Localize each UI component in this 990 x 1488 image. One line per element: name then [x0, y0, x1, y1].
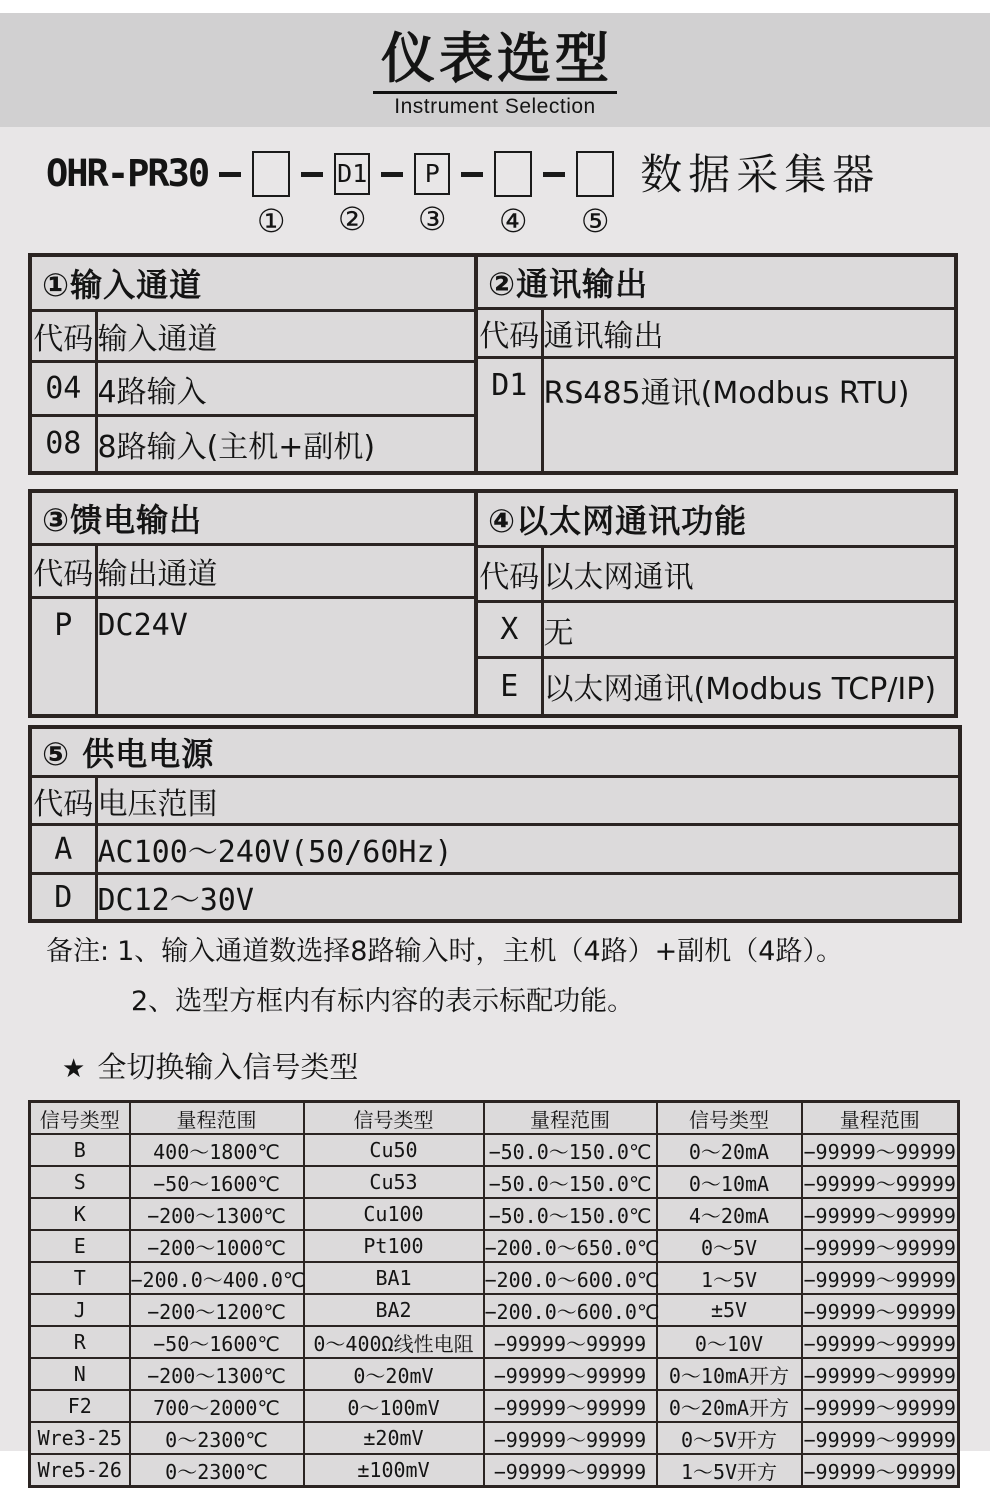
signal-cell: −99999～99999 — [802, 1262, 959, 1294]
code-cell: D1 — [476, 358, 542, 474]
signal-cell: Cu53 — [304, 1166, 484, 1198]
document-page — [0, 13, 990, 1484]
signal-cell: 0～10mA开方 — [657, 1358, 802, 1390]
signal-section-heading — [62, 1045, 990, 1086]
signal-cell: −99999～99999 — [802, 1454, 959, 1487]
table-ethernet — [474, 489, 958, 718]
signal-cell: ±100mV — [304, 1454, 484, 1487]
section-title: ③馈电输出 — [30, 491, 476, 545]
col-header-code: 代码 — [30, 545, 96, 598]
section-title: ④以太网通讯功能 — [476, 491, 956, 547]
signal-cell: −200.0～600.0℃ — [484, 1294, 657, 1326]
model-segment-1 — [252, 151, 290, 239]
star-icon: ★ — [62, 1054, 86, 1084]
signal-cell: 0～20mA开方 — [657, 1390, 802, 1422]
signal-table-row — [30, 1134, 959, 1166]
signal-cell: R — [30, 1326, 130, 1358]
signal-cell: 0～5V开方 — [657, 1422, 802, 1454]
title-band — [0, 13, 990, 127]
signal-table-row — [30, 1262, 959, 1294]
signal-cell: B — [30, 1134, 130, 1166]
model-box-2: D1 — [334, 153, 370, 195]
model-box-1-number: ① — [256, 202, 286, 240]
notes-label: 备注: — [46, 936, 110, 967]
model-box-4 — [494, 151, 532, 197]
section-title: ①输入通道 — [30, 255, 476, 311]
signal-cell: −99999～99999 — [802, 1358, 959, 1390]
signal-cell: 0～100mV — [304, 1390, 484, 1422]
col-header-code: 代码 — [30, 777, 96, 825]
signal-cell: 400～1800℃ — [130, 1134, 304, 1166]
signal-cell: F2 — [30, 1390, 130, 1422]
signal-cell: ±5V — [657, 1294, 802, 1326]
dash-separator — [301, 172, 323, 177]
signal-cell: −50.0～150.0℃ — [484, 1166, 657, 1198]
signal-table-head — [30, 1102, 959, 1135]
dash-separator — [461, 172, 483, 177]
signal-col-header: 量程范围 — [802, 1102, 959, 1135]
signal-section-title: 全切换输入信号类型 — [97, 1050, 359, 1084]
model-box-5-number: ⑤ — [580, 202, 610, 240]
signal-col-header: 量程范围 — [130, 1102, 304, 1135]
model-segment-5 — [576, 151, 614, 239]
note-item-1: 1、输入通道数选择8路输入时，主机（4路）+副机（4路）。 — [117, 936, 843, 967]
signal-cell: K — [30, 1198, 130, 1230]
model-prefix: OHR-PR30 — [46, 152, 209, 195]
model-suffix: 数据采集器 — [640, 150, 881, 199]
signal-col-header: 信号类型 — [30, 1102, 130, 1135]
signal-cell: −200～1300℃ — [130, 1358, 304, 1390]
model-box-5 — [576, 151, 614, 197]
signal-table-body — [30, 1134, 959, 1487]
notes — [46, 935, 990, 1019]
signal-cell: 4～20mA — [657, 1198, 802, 1230]
signal-cell: Pt100 — [304, 1230, 484, 1262]
signal-table-row — [30, 1230, 959, 1262]
table-comm-output — [474, 253, 958, 475]
signal-cell: −99999～99999 — [802, 1134, 959, 1166]
value-cell: 8路输入(主机+副机) — [96, 415, 476, 473]
page-subtitle: Instrument Selection — [394, 94, 596, 118]
signal-cell: 0～5V — [657, 1230, 802, 1262]
selection-tables-row-2 — [28, 489, 962, 718]
page-title: 仪表选型 — [373, 31, 617, 94]
signal-cell: BA1 — [304, 1262, 484, 1294]
signal-header-row — [30, 1102, 959, 1135]
signal-cell: −99999～99999 — [484, 1358, 657, 1390]
value-cell: 无 — [542, 602, 956, 657]
code-cell: 04 — [30, 362, 96, 415]
signal-cell: −200.0～400.0℃ — [130, 1262, 304, 1294]
note-item-2: 2、选型方框内有标内容的表示标配功能。 — [131, 986, 635, 1017]
signal-cell: −50.0～150.0℃ — [484, 1134, 657, 1166]
model-box-4-number: ④ — [498, 202, 528, 240]
signal-cell: −99999～99999 — [802, 1422, 959, 1454]
code-cell: D — [30, 874, 96, 922]
signal-cell: BA2 — [304, 1294, 484, 1326]
model-segment-2 — [334, 151, 370, 237]
signal-cell: S — [30, 1166, 130, 1198]
signal-cell: −50.0～150.0℃ — [484, 1198, 657, 1230]
selection-tables-row-1 — [28, 253, 962, 475]
col-header-value: 以太网通讯 — [542, 547, 956, 602]
value-cell: 4路输入 — [96, 362, 476, 415]
section-title: ②通讯输出 — [476, 255, 956, 309]
code-cell: X — [476, 602, 542, 657]
signal-cell: −200.0～600.0℃ — [484, 1262, 657, 1294]
signal-table-row — [30, 1454, 959, 1487]
model-segment-4 — [494, 151, 532, 239]
dash-separator — [381, 172, 403, 177]
signal-col-header: 信号类型 — [657, 1102, 802, 1135]
signal-table-row — [30, 1166, 959, 1198]
table-feed-output — [28, 489, 478, 718]
signal-cell: −200～1000℃ — [130, 1230, 304, 1262]
signal-table-row — [30, 1294, 959, 1326]
signal-cell: 0～2300℃ — [130, 1454, 304, 1487]
model-box-1 — [252, 151, 290, 197]
model-segment-3 — [414, 151, 450, 237]
signal-table-row — [30, 1326, 959, 1358]
signal-cell: −50～1600℃ — [130, 1166, 304, 1198]
model-box-2-number: ② — [337, 200, 367, 238]
signal-cell: 0～10mA — [657, 1166, 802, 1198]
value-cell: RS485通讯(Modbus RTU) — [542, 358, 956, 474]
signal-cell: 0～20mV — [304, 1358, 484, 1390]
model-box-3: P — [414, 153, 450, 195]
signal-cell: Wre5-26 — [30, 1454, 130, 1487]
signal-cell: 700～2000℃ — [130, 1390, 304, 1422]
signal-cell: E — [30, 1230, 130, 1262]
dash-separator — [543, 172, 565, 177]
signal-cell: −99999～99999 — [802, 1390, 959, 1422]
signal-cell: 0～400Ω线性电阻 — [304, 1326, 484, 1358]
signal-cell: 0～20mA — [657, 1134, 802, 1166]
signal-cell: T — [30, 1262, 130, 1294]
signal-cell: N — [30, 1358, 130, 1390]
signal-cell: −99999～99999 — [484, 1422, 657, 1454]
signal-table-row — [30, 1198, 959, 1230]
section-title: ⑤ 供电电源 — [30, 727, 960, 777]
model-code-row — [46, 151, 990, 239]
value-cell: AC100～240V(50/60Hz) — [96, 825, 960, 874]
col-header-code: 代码 — [476, 547, 542, 602]
signal-cell: Wre3-25 — [30, 1422, 130, 1454]
signal-cell: −99999～99999 — [802, 1230, 959, 1262]
col-header-value: 输入通道 — [96, 311, 476, 362]
signal-cell: −200～1200℃ — [130, 1294, 304, 1326]
value-cell: DC24V — [96, 598, 476, 717]
signal-cell: −99999～99999 — [484, 1326, 657, 1358]
signal-table-row — [30, 1358, 959, 1390]
signal-cell: Cu50 — [304, 1134, 484, 1166]
code-cell: 08 — [30, 415, 96, 473]
signal-cell: Cu100 — [304, 1198, 484, 1230]
col-header-value: 输出通道 — [96, 545, 476, 598]
signal-table-row — [30, 1390, 959, 1422]
signal-cell: −99999～99999 — [484, 1390, 657, 1422]
signal-cell: 0～2300℃ — [130, 1422, 304, 1454]
model-box-3-number: ③ — [417, 200, 447, 238]
signal-cell: −99999～99999 — [802, 1198, 959, 1230]
signal-cell: 0～10V — [657, 1326, 802, 1358]
signal-cell: ±20mV — [304, 1422, 484, 1454]
signal-table-row — [30, 1422, 959, 1454]
signal-cell: −99999～99999 — [802, 1166, 959, 1198]
value-cell: DC12～30V — [96, 874, 960, 922]
value-cell: 以太网通讯(Modbus TCP/IP) — [542, 657, 956, 716]
dash-separator — [219, 172, 241, 177]
signal-table — [28, 1100, 960, 1488]
table-input-channel — [28, 253, 478, 475]
signal-cell: −50～1600℃ — [130, 1326, 304, 1358]
code-cell: P — [30, 598, 96, 717]
signal-cell: −200～1300℃ — [130, 1198, 304, 1230]
col-header-code: 代码 — [30, 311, 96, 362]
signal-cell: 1～5V开方 — [657, 1454, 802, 1487]
signal-cell: −99999～99999 — [802, 1294, 959, 1326]
signal-cell: −99999～99999 — [802, 1326, 959, 1358]
code-cell: A — [30, 825, 96, 874]
col-header-value: 通讯输出 — [542, 309, 956, 358]
signal-cell: 1～5V — [657, 1262, 802, 1294]
signal-cell: J — [30, 1294, 130, 1326]
signal-col-header: 信号类型 — [304, 1102, 484, 1135]
col-header-value: 电压范围 — [96, 777, 960, 825]
col-header-code: 代码 — [476, 309, 542, 358]
table-power-supply — [28, 725, 962, 923]
signal-cell: −99999～99999 — [484, 1454, 657, 1487]
signal-col-header: 量程范围 — [484, 1102, 657, 1135]
signal-cell: −200.0～650.0℃ — [484, 1230, 657, 1262]
code-cell: E — [476, 657, 542, 716]
